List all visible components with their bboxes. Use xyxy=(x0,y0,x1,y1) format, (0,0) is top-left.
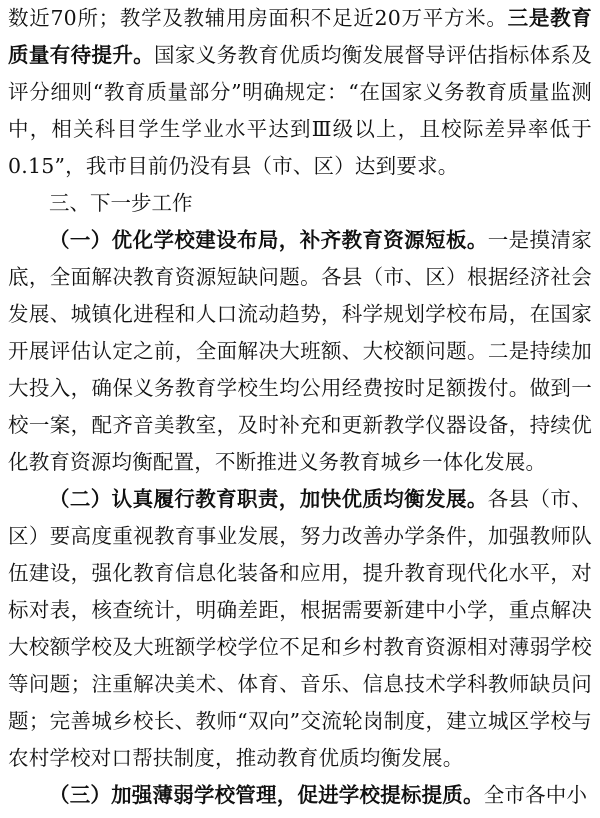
paragraph-text: 国家义务教育优质均衡发展督导评估指标体系及评分细则“教育质量部分”明确规定：“在国家义务教育质量监测中，相关科目学生学业水平达到Ⅲ级以上，且校际差异率低于0.15”，我市目前仍没有县（市、区）达到要求。 xyxy=(8,43,592,178)
paragraph-section-3 xyxy=(8,777,592,814)
paragraph-text: 数近70所；教学及教辅用房面积不足近20万平方米。 xyxy=(8,6,508,30)
paragraph-text: 各县（市、区）要高度重视教育事业发展，努力改善办学条件，加强教师队伍建设，强化教育信息化装备和应用，提升教育现代化水平，对标对表，核查统计，明确差距，根据需要新建中小学，重点解决大校额学校及大班额学校学位不足和乡村教育资源相对薄弱学校等问题；注重解决美术、体育、音乐、信息技术学科教师缺员问题；完善城乡校长、教师“双向”交流轮岗制度，建立城区学校与农村学校对口帮扶制度，推动教育优质均衡发展。 xyxy=(8,487,593,770)
paragraph-text: 一是摸清家底，全面解决教育资源短缺问题。各县（市、区）根据经济社会发展、城镇化进程和人口流动趋势，科学规划学校布局，在国家开展评估认定之前，全面解决大班额、大校额问题。二是持续加大投入，确保义务教育学校生均公用经费按时足额拨付。做到一校一案，配齐音美教室，及时补充和更新教学仪器设备，持续优化教育资源均衡配置，不断推进义务教育城乡一体化发展。 xyxy=(8,228,593,474)
bold-lead-sentence: 三是教育质量有待提升。 xyxy=(8,6,593,67)
subsection-title-1: （一）优化学校建设布局，补齐教育资源短板。 xyxy=(49,228,488,252)
subsection-title-3: （三）加强薄弱学校管理，促进学校提标提质。 xyxy=(49,783,484,807)
paragraph-text: 全市各中小 xyxy=(483,783,588,807)
paragraph-section-2 xyxy=(8,481,592,777)
paragraph-section-1 xyxy=(8,222,592,481)
paragraph-education-quality xyxy=(8,0,592,185)
section-heading: 三、下一步工作 xyxy=(49,191,193,215)
subsection-title-2: （二）认真履行教育职责，加快优质均衡发展。 xyxy=(49,487,488,511)
